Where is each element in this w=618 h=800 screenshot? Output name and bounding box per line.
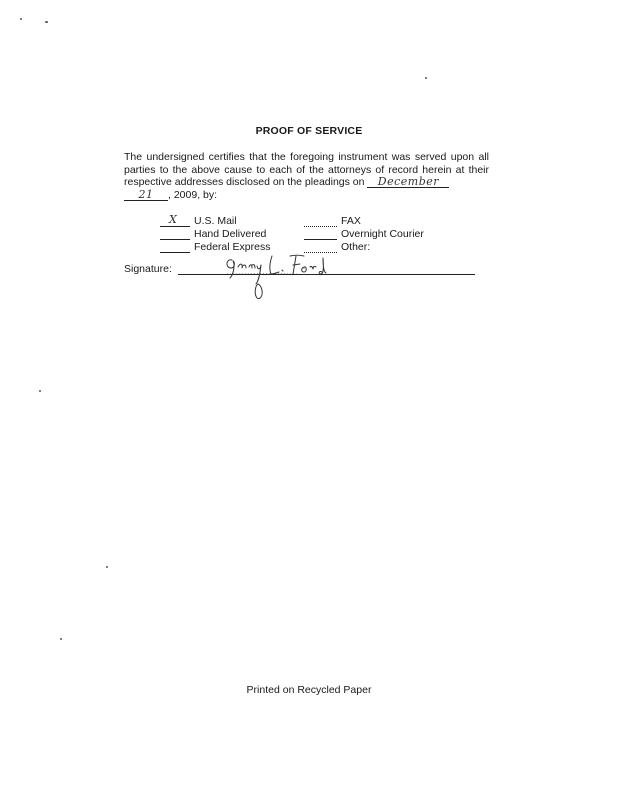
year-text: , 2009, by:: [168, 188, 218, 201]
method-label: Overnight Courier: [341, 228, 424, 240]
scan-speck: [425, 77, 427, 79]
scan-speck: [60, 638, 62, 640]
method-blank: [304, 216, 337, 227]
method-label: Other:: [341, 241, 371, 253]
method-label: Hand Delivered: [194, 228, 267, 240]
method-overnight-courier: [304, 228, 424, 240]
handwritten-check-mark: X: [169, 213, 177, 226]
document-title: PROOF OF SERVICE: [255, 125, 363, 137]
signature-label: Signature:: [124, 263, 172, 275]
method-us-mail: [160, 215, 237, 227]
certification-text: The undersigned certifies that the foregoing instrument was served upon all parties to the above cause to each of the attorneys of record herein at their respective addresses disclosed on the pleadings on: [124, 151, 489, 189]
scan-speck: [20, 18, 22, 20]
method-hand-delivered: [160, 228, 266, 240]
scan-speck: [106, 566, 108, 568]
scan-speck: [45, 21, 48, 23]
method-blank: [160, 213, 190, 227]
handwritten-day: 21: [124, 189, 168, 201]
certification-paragraph: [124, 151, 489, 201]
method-label: U.S. Mail: [194, 215, 237, 227]
method-blank: [160, 229, 190, 240]
scan-speck: [39, 390, 41, 392]
handwritten-signature: [222, 252, 332, 308]
handwritten-month: December: [367, 176, 449, 188]
method-blank: [304, 229, 337, 240]
footer-note: Printed on Recycled Paper: [246, 684, 372, 696]
method-blank: [160, 242, 190, 253]
method-label: FAX: [341, 215, 361, 227]
method-fax: [304, 215, 361, 227]
method-label: Federal Express: [194, 241, 271, 253]
